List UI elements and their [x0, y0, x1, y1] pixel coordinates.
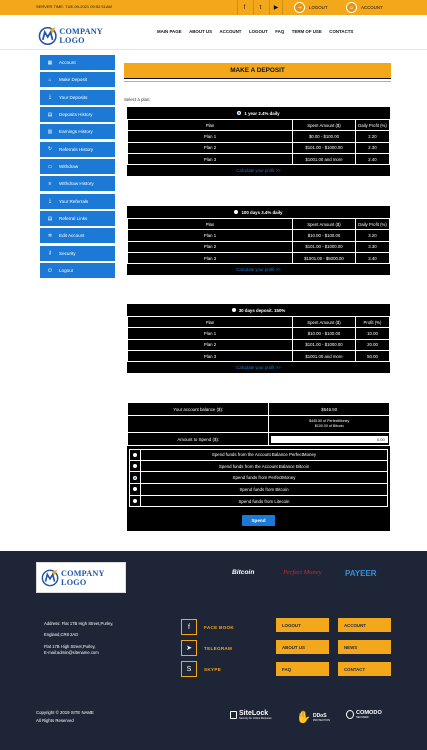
sidebar-item-withdraw[interactable]: ▭ Withdraw: [40, 159, 115, 174]
sidebar-item-withdraw-history[interactable]: ≡ Withdraw History: [40, 176, 115, 191]
table-row: [128, 241, 390, 252]
top-bar: [0, 0, 427, 15]
footer-skype-link[interactable]: S SKYPE: [181, 661, 221, 677]
table-cell: 3.20: [355, 230, 389, 241]
logout-icon: ⇥: [294, 2, 305, 13]
table-row: [128, 142, 390, 153]
radio-button[interactable]: [133, 464, 137, 468]
table-cell: $1001.00 - $5000.00: [293, 252, 356, 263]
footer-telegram-link[interactable]: ➤ TELEGRAM: [181, 640, 232, 656]
address-line: Address: Flat 17B High Street,Purley,: [44, 621, 114, 626]
padlock-icon: [346, 710, 354, 719]
table-row: [128, 230, 390, 241]
account-icon: ▦: [47, 59, 53, 66]
address-line: England,CR8 2AD: [44, 632, 79, 637]
column-header: Profit (%): [355, 317, 389, 328]
column-header: Daily Profit (%): [355, 120, 389, 131]
plan-header[interactable]: 100 days 3.4% daily: [127, 206, 390, 218]
balance-label: Your account balance ($):: [128, 403, 269, 416]
sidebar-item-your-referrals[interactable]: ⤓ Your Referrals: [40, 194, 115, 209]
nav-contacts[interactable]: CONTACTS: [329, 29, 354, 34]
topbar-logout-link[interactable]: ⇥ LOGOUT: [294, 0, 328, 15]
radio-button[interactable]: [133, 499, 137, 503]
payeer-logo: PAYEER: [345, 569, 377, 578]
sidebar-item-make-deposit[interactable]: ⌂ Make Deposit: [40, 72, 115, 87]
download-icon: ⤓: [48, 94, 52, 101]
table-row: [128, 416, 390, 433]
column-header: Spent Amount ($): [293, 317, 356, 328]
plan-header[interactable]: 1 year 2.4% daily: [127, 107, 390, 119]
plan-table: [127, 218, 390, 264]
telegram-icon: ➤: [181, 640, 197, 656]
balance-panel: [127, 402, 390, 531]
table-row: [128, 131, 390, 142]
coins-icon: ≡: [48, 180, 52, 187]
download-icon: ⤓: [48, 198, 52, 205]
page-title: MAKE A DEPOSIT: [124, 63, 391, 79]
table-cell: $101.00 - $1000.00: [293, 339, 356, 350]
table-cell: Plan 1: [128, 328, 293, 339]
sidebar-item-your-deposits[interactable]: ⤓ Your Deposits: [40, 90, 115, 105]
balance-value: $546.50: [269, 403, 390, 416]
table-cell: 50.00: [355, 350, 389, 361]
select-plan-label: Select a plan:: [124, 97, 151, 102]
table-cell: $101.00 - $1000.00: [293, 241, 356, 252]
table-cell: 2.40: [355, 153, 389, 164]
table-cell: [269, 433, 390, 446]
footer-faq-button[interactable]: FAQ: [276, 662, 329, 676]
sidebar-item-deposits-history[interactable]: ▤ Deposits History: [40, 107, 115, 122]
company-logo[interactable]: [38, 25, 128, 47]
table-cell: $1001.00 and more: [293, 350, 356, 361]
column-header: Plan: [128, 120, 293, 131]
power-icon: ⏻: [48, 267, 52, 274]
sidebar-item-security[interactable]: ⚷ Security: [40, 246, 115, 261]
table-cell: Plan 3: [128, 350, 293, 361]
table-row: [128, 328, 390, 339]
radio-button[interactable]: [133, 487, 137, 491]
comodo-badge: COMODO SECURED: [346, 710, 382, 719]
table-cell: $101.00 - $1000.00: [293, 142, 356, 153]
perfect-money-logo: Perfect Money: [283, 569, 322, 576]
table-cell: Plan 2: [128, 142, 293, 153]
table-cell: $10.00 - $100.00: [293, 230, 356, 241]
table-cell: Plan 3: [128, 252, 293, 263]
home-icon: ⌂: [48, 76, 52, 83]
plan-radio[interactable]: [234, 210, 238, 214]
table-row: [128, 350, 390, 361]
logo-text: COMPANY LOGO: [61, 568, 105, 587]
balance-table: [127, 402, 390, 446]
plan-table: [127, 119, 390, 165]
balance-detail: $445.50 of PerfectMoney $100.00 of Bitcoin: [269, 416, 390, 433]
table-header-row: [128, 317, 390, 328]
column-header: Spent Amount ($): [293, 219, 356, 230]
radio-button[interactable]: [133, 476, 137, 480]
column-header: Plan: [128, 219, 293, 230]
table-cell: $10.00 - $100.00: [293, 328, 356, 339]
logo-mark-icon: [38, 26, 57, 46]
gear-icon: ✲: [47, 232, 53, 239]
logo-text: COMPANY LOGO: [59, 27, 103, 45]
footer-facebook-link[interactable]: f FACE BOOK: [181, 619, 234, 635]
plan-radio[interactable]: [237, 111, 241, 115]
table-row: [128, 433, 390, 446]
address-line: Flat 17B High Street,Purley,: [44, 644, 96, 649]
server-time: SERVER TIME: TUE-09-2021 09:52:51AM: [36, 4, 112, 9]
sitelock-badge: SiteLock Security for Online Business: [230, 710, 272, 720]
table-row: [128, 153, 390, 164]
email-line: E-mail:admin@sitename.com: [44, 650, 99, 655]
footer-news-button[interactable]: NEWS: [338, 640, 391, 654]
sidebar-item-referrals-history[interactable]: ↻ Referrals History: [40, 142, 115, 157]
sidebar: [40, 55, 115, 280]
table-cell: 20.00: [355, 339, 389, 350]
radio-button[interactable]: [133, 453, 137, 457]
table-cell: [128, 416, 269, 433]
plan-card: [127, 206, 390, 275]
amount-input[interactable]: [271, 436, 388, 443]
table-row: [128, 339, 390, 350]
ddos-badge: ✋ DDoS PROTECTION: [296, 710, 330, 724]
user-icon: ☺: [346, 2, 357, 13]
facebook-icon: f: [181, 619, 197, 635]
table-header-row: [128, 120, 390, 131]
table-row: [128, 252, 390, 263]
calculate-profit-link[interactable]: Calculate your profit >>: [236, 267, 281, 273]
nav-main-page[interactable]: MAIN PAGE: [157, 29, 182, 34]
spend-button[interactable]: Spend: [242, 515, 275, 526]
column-header: Daily Profit (%): [355, 219, 389, 230]
facebook-icon[interactable]: f: [237, 0, 251, 15]
nav-logout[interactable]: LOGOUT: [248, 29, 268, 34]
table-cell: 2.30: [355, 142, 389, 153]
plan-card: [127, 107, 390, 176]
table-cell: Plan 2: [128, 241, 293, 252]
column-header: Plan: [128, 317, 293, 328]
spend-option[interactable]: Spend funds from PerfectMoney: [129, 472, 388, 484]
nav-faq[interactable]: FAQ: [275, 29, 285, 34]
nav-account[interactable]: ACCOUNT: [219, 29, 242, 34]
skype-icon: S: [181, 661, 197, 677]
nav-about-us[interactable]: ABOUT US: [189, 29, 212, 34]
plan-radio[interactable]: [232, 308, 236, 312]
withdraw-icon: ▭: [47, 163, 53, 170]
link-icon: ▤: [47, 215, 53, 222]
amount-label: Amount to Spend ($):: [128, 433, 269, 446]
calculate-profit-link[interactable]: Calculate your profit >>: [236, 168, 281, 174]
key-icon: ⚷: [48, 250, 52, 257]
chart-icon: ▥: [47, 128, 53, 135]
logo-mark-icon: [41, 568, 59, 588]
sidebar-item-edit-account[interactable]: ✲ Edit Account: [40, 228, 115, 243]
history-icon: ▤: [47, 111, 53, 118]
table-cell: Plan 2: [128, 339, 293, 350]
table-cell: Plan 3: [128, 153, 293, 164]
lock-icon: [230, 711, 237, 719]
footer-account-button[interactable]: ACCOUNT: [338, 618, 391, 632]
table-cell: $0.00 - $100.00: [293, 131, 356, 142]
plan-header[interactable]: 30 days deposit. 150%: [127, 304, 390, 316]
sidebar-item-earnings-history[interactable]: ▥ Earnings History: [40, 124, 115, 139]
footer-logout-button[interactable]: LOGOUT: [276, 618, 329, 632]
plan-table: [127, 316, 390, 362]
footer-about-button[interactable]: ABOUT US: [276, 640, 329, 654]
footer-contact-button[interactable]: CONTACT: [338, 662, 391, 676]
spend-option[interactable]: Spend funds from Litecoin: [129, 496, 388, 508]
table-header-row: [128, 219, 390, 230]
header-divider: [0, 49, 427, 50]
refresh-icon: ↻: [47, 146, 53, 153]
spend-option[interactable]: Spend funds from the Account Balance Bitcoin: [129, 461, 388, 473]
table-cell: $1001.00 and more: [293, 153, 356, 164]
youtube-icon[interactable]: ▶: [269, 0, 283, 15]
nav-term-of-use[interactable]: TERM OF USE: [291, 29, 322, 34]
table-cell: Plan 1: [128, 230, 293, 241]
footer: [0, 551, 427, 750]
spend-options: [129, 449, 388, 507]
table-cell: 3.40: [355, 252, 389, 263]
sidebar-item-account[interactable]: ▦ Account: [40, 55, 115, 70]
main-nav: [157, 29, 353, 34]
title-underline: [124, 81, 391, 82]
table-cell: 3.30: [355, 241, 389, 252]
bitcoin-logo: Bitcoin: [232, 569, 255, 576]
table-cell: 2.20: [355, 131, 389, 142]
table-row: [128, 403, 390, 416]
table-cell: 10.00: [355, 328, 389, 339]
hand-icon: ✋: [296, 710, 311, 724]
plan-card: [127, 304, 390, 373]
calculate-profit-link[interactable]: Calculate your profit >>: [236, 365, 281, 371]
spend-option[interactable]: Spend funds from Bitcoin: [129, 484, 388, 496]
twitter-icon[interactable]: t: [253, 0, 267, 15]
copyright: Copyright © 2019 SITE NAME All Rights Reserved: [36, 710, 94, 723]
table-cell: Plan 1: [128, 131, 293, 142]
footer-logo[interactable]: [36, 562, 126, 593]
sidebar-item-referral-links[interactable]: ▤ Referral Links: [40, 211, 115, 226]
column-header: Spent Amount ($): [293, 120, 356, 131]
sidebar-item-logout[interactable]: ⏻ Logout: [40, 263, 115, 278]
topbar-account-link[interactable]: ☺ ACCOUNT: [346, 0, 383, 15]
spend-option[interactable]: Spend funds from the Account Balance PerfectMoney: [129, 449, 388, 461]
